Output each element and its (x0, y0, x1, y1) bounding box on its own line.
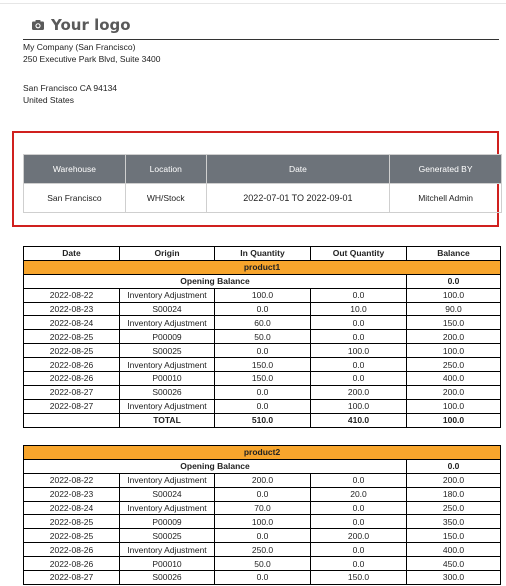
table-row (24, 487, 501, 501)
summary-generated-by: Mitchell Admin (390, 184, 502, 213)
header-in-quantity: In Quantity (215, 247, 311, 261)
summary-table (23, 154, 502, 213)
cell-in: 200.0 (215, 473, 311, 487)
cell-in: 100.0 (215, 288, 311, 302)
table-row (24, 399, 501, 413)
cell-out: 0.0 (311, 316, 407, 330)
cell-origin: S00026 (120, 385, 215, 399)
cell-out: 0.0 (311, 288, 407, 302)
camera-icon (31, 18, 45, 32)
cell-out: 100.0 (311, 344, 407, 358)
cell-in: 0.0 (215, 302, 311, 316)
cell-out: 20.0 (311, 487, 407, 501)
cell-balance: 180.0 (407, 487, 501, 501)
cell-out: 100.0 (311, 399, 407, 413)
cell-in: 100.0 (215, 515, 311, 529)
cell-origin: Inventory Adjustment (120, 399, 215, 413)
cell-origin: S00025 (120, 529, 215, 543)
header-balance: Balance (407, 247, 501, 261)
cell-in: 50.0 (215, 557, 311, 571)
cell-date: 2022-08-23 (24, 487, 120, 501)
cell-out: 0.0 (311, 543, 407, 557)
cell-out: 0.0 (311, 473, 407, 487)
product-row (24, 260, 501, 274)
cell-origin: P00010 (120, 372, 215, 386)
table-row (24, 543, 501, 557)
summary-date-range: 2022-07-01 TO 2022-09-01 (206, 184, 390, 213)
table-header-row (24, 247, 501, 261)
cell-balance: 400.0 (407, 543, 501, 557)
cell-out: 0.0 (311, 557, 407, 571)
company-street: 250 Executive Park Blvd, Suite 3400 (23, 54, 161, 64)
table-row (24, 529, 501, 543)
cell-balance: 200.0 (407, 330, 501, 344)
cell-date: 2022-08-22 (24, 288, 120, 302)
company-city: San Francisco CA 94134 (23, 83, 118, 93)
product-name: product1 (24, 260, 501, 274)
cell-date: 2022-08-26 (24, 543, 120, 557)
cell-balance: 150.0 (407, 316, 501, 330)
table-row (24, 302, 501, 316)
cell-in: 0.0 (215, 399, 311, 413)
header-origin: Origin (120, 247, 215, 261)
cell-origin: S00025 (120, 344, 215, 358)
header-divider (23, 39, 499, 40)
summary-value-row (24, 184, 502, 213)
table-row (24, 344, 501, 358)
cell-balance: 150.0 (407, 529, 501, 543)
cell-date: 2022-08-22 (24, 473, 120, 487)
company-logo (31, 15, 131, 35)
page-top-border (0, 3, 506, 4)
cell-origin: P00009 (120, 515, 215, 529)
cell-date: 2022-08-26 (24, 372, 120, 386)
cell-date: 2022-08-27 (24, 399, 120, 413)
summary-header-row (24, 155, 502, 184)
cell-out: 0.0 (311, 330, 407, 344)
cell-origin: Inventory Adjustment (120, 501, 215, 515)
logo-text: Your logo (51, 16, 131, 34)
table-row (24, 316, 501, 330)
table-row (24, 372, 501, 386)
cell-balance: 200.0 (407, 473, 501, 487)
product-name: product2 (24, 446, 501, 460)
cell-origin: Inventory Adjustment (120, 543, 215, 557)
cell-origin: Inventory Adjustment (120, 316, 215, 330)
cell-balance: 300.0 (407, 571, 501, 585)
cell-balance: 350.0 (407, 515, 501, 529)
summary-header-generated-by: Generated BY (390, 155, 502, 184)
cell-origin: S00024 (120, 487, 215, 501)
cell-out: 200.0 (311, 385, 407, 399)
cell-origin: S00026 (120, 571, 215, 585)
table-row (24, 571, 501, 585)
cell-date: 2022-08-27 (24, 385, 120, 399)
cell-out: 10.0 (311, 302, 407, 316)
cell-in: 70.0 (215, 501, 311, 515)
table-row (24, 473, 501, 487)
total-label: TOTAL (120, 413, 215, 427)
stock-moves-table-product2 (23, 445, 501, 585)
stock-moves-table-product1 (23, 246, 501, 428)
cell-origin: Inventory Adjustment (120, 288, 215, 302)
opening-balance-label: Opening Balance (24, 459, 407, 473)
cell-origin: P00009 (120, 330, 215, 344)
summary-header-warehouse: Warehouse (24, 155, 126, 184)
company-country: United States (23, 95, 75, 105)
cell-in: 250.0 (215, 543, 311, 557)
cell-in: 60.0 (215, 316, 311, 330)
cell-in: 0.0 (215, 487, 311, 501)
cell-date: 2022-08-26 (24, 358, 120, 372)
opening-balance-label: Opening Balance (24, 274, 407, 288)
cell-origin: Inventory Adjustment (120, 358, 215, 372)
cell-in: 50.0 (215, 330, 311, 344)
cell-balance: 450.0 (407, 557, 501, 571)
total-balance: 100.0 (407, 413, 501, 427)
summary-location: WH/Stock (125, 184, 206, 213)
table-row (24, 385, 501, 399)
table-row (24, 358, 501, 372)
cell-date: 2022-08-23 (24, 302, 120, 316)
cell-out: 0.0 (311, 515, 407, 529)
cell-date: 2022-08-24 (24, 501, 120, 515)
cell-balance: 250.0 (407, 358, 501, 372)
opening-balance-value: 0.0 (407, 274, 501, 288)
cell-balance: 100.0 (407, 399, 501, 413)
cell-date: 2022-08-25 (24, 515, 120, 529)
cell-date: 2022-08-25 (24, 529, 120, 543)
cell-balance: 250.0 (407, 501, 501, 515)
cell-origin: P00010 (120, 557, 215, 571)
opening-balance-value: 0.0 (407, 459, 501, 473)
cell-balance: 100.0 (407, 288, 501, 302)
summary-header-date: Date (206, 155, 390, 184)
cell-out: 0.0 (311, 358, 407, 372)
cell-in: 150.0 (215, 358, 311, 372)
cell-in: 0.0 (215, 571, 311, 585)
cell-out: 200.0 (311, 529, 407, 543)
opening-balance-row (24, 274, 501, 288)
cell-date: 2022-08-26 (24, 557, 120, 571)
product-row (24, 446, 501, 460)
cell-origin: S00024 (120, 302, 215, 316)
header-out-quantity: Out Quantity (311, 247, 407, 261)
cell-in: 150.0 (215, 372, 311, 386)
cell-date: 2022-08-24 (24, 316, 120, 330)
cell-balance: 90.0 (407, 302, 501, 316)
cell-date: 2022-08-27 (24, 571, 120, 585)
cell-out: 0.0 (311, 372, 407, 386)
summary-warehouse: San Francisco (24, 184, 126, 213)
cell-out: 150.0 (311, 571, 407, 585)
cell-date: 2022-08-25 (24, 330, 120, 344)
cell-balance: 400.0 (407, 372, 501, 386)
cell-origin: Inventory Adjustment (120, 473, 215, 487)
cell-in: 0.0 (215, 529, 311, 543)
total-spacer (24, 413, 120, 427)
table-row (24, 288, 501, 302)
cell-balance: 100.0 (407, 344, 501, 358)
table-row (24, 557, 501, 571)
summary-header-location: Location (125, 155, 206, 184)
cell-in: 0.0 (215, 344, 311, 358)
total-row (24, 413, 501, 427)
cell-in: 0.0 (215, 385, 311, 399)
table-row (24, 501, 501, 515)
total-in: 510.0 (215, 413, 311, 427)
header-date: Date (24, 247, 120, 261)
cell-balance: 200.0 (407, 385, 501, 399)
cell-date: 2022-08-25 (24, 344, 120, 358)
opening-balance-row (24, 459, 501, 473)
table-row (24, 330, 501, 344)
company-name: My Company (San Francisco) (23, 42, 136, 52)
table-row (24, 515, 501, 529)
cell-out: 0.0 (311, 501, 407, 515)
total-out: 410.0 (311, 413, 407, 427)
